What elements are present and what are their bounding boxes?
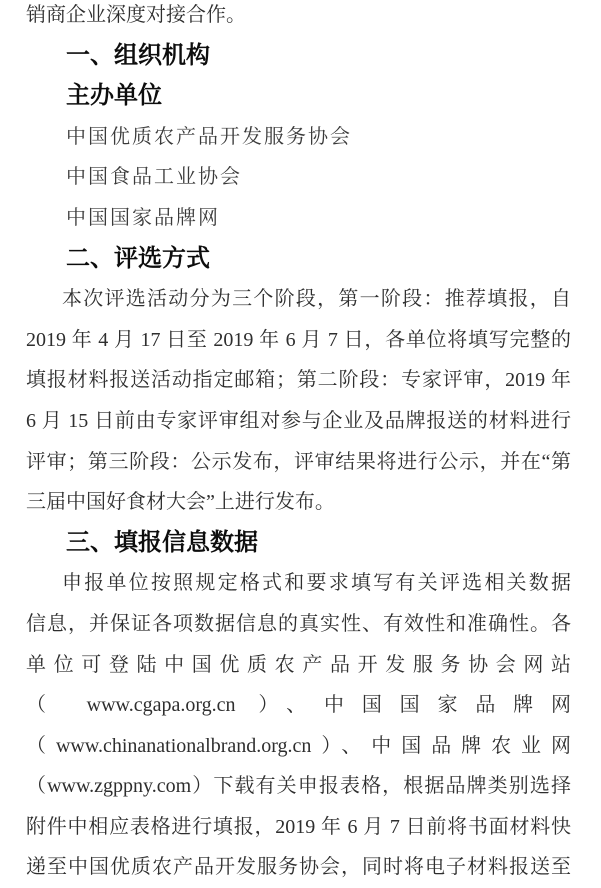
- paragraph-line: 2019 年 4 月 17 日至 2019 年 6 月 7 日，各单位将填写完整的: [26, 328, 571, 351]
- organizer-name-2: 中国食品工业协会: [66, 166, 242, 189]
- paragraph-line: （www.chinanationalbrand.org.cn）、中国品牌农业网: [26, 734, 571, 757]
- paragraph-line: 递至中国优质农产品开发服务协会，同时将电子材料报送至: [26, 856, 571, 879]
- paragraph-line: 6 月 15 日前由专家评审组对参与企业及品牌报送的材料进行: [26, 409, 571, 432]
- section-2-heading: 二、评选方式: [66, 244, 210, 272]
- section-1-heading: 一、组织机构: [66, 41, 210, 69]
- document-page: [26, 0, 571, 888]
- paragraph-continuation-line: 销商企业深度对接合作。: [26, 4, 246, 26]
- section-3-heading: 三、填报信息数据: [66, 528, 258, 556]
- paragraph-line: 申报单位按照规定格式和要求填写有关评选相关数据: [62, 572, 571, 595]
- paragraph-line: 本次评选活动分为三个阶段，第一阶段：推荐填报，自: [62, 288, 571, 311]
- paragraph-line: 评审；第三阶段：公示发布，评审结果将进行公示，并在“第: [26, 450, 571, 473]
- paragraph-line: 附件中相应表格进行填报，2019 年 6 月 7 日前将书面材料快: [26, 815, 571, 838]
- paragraph-line: 填报材料报送活动指定邮箱；第二阶段：专家评审，2019 年: [26, 369, 571, 392]
- paragraph-line: （ www.cgapa.org.cn ）、中国国家品牌网: [26, 694, 571, 717]
- paragraph-line: （www.zgppny.com）下载有关申报表格，根据品牌类别选择: [26, 775, 571, 798]
- organizer-name-1: 中国优质农产品开发服务协会: [66, 125, 352, 148]
- organizer-name-3: 中国国家品牌网: [66, 206, 220, 229]
- paragraph-line: 三届中国好食材大会”上进行发布。: [26, 491, 335, 514]
- paragraph-line: 单位可登陆中国优质农产品开发服务协会网站: [26, 653, 571, 676]
- paragraph-line: 信息，并保证各项数据信息的真实性、有效性和准确性。各: [26, 612, 571, 635]
- host-units-subheading: 主办单位: [66, 82, 162, 110]
